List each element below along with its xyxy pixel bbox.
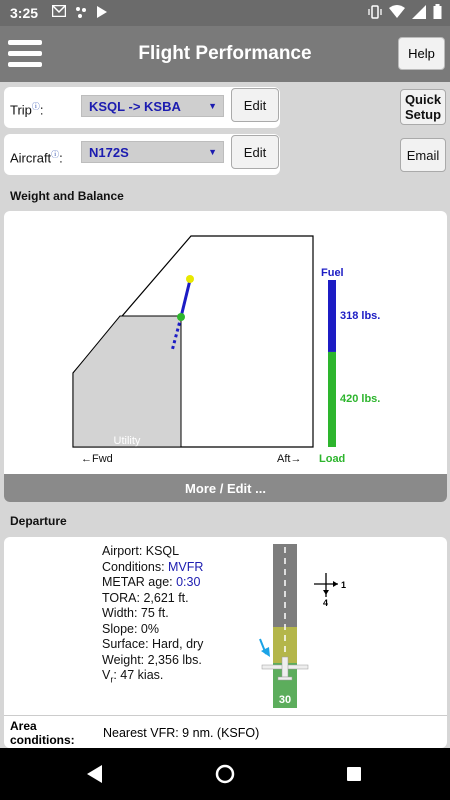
system-nav-bar (0, 748, 450, 800)
runway-number: 30 (278, 694, 292, 706)
back-icon (87, 765, 102, 783)
slope-line: Slope: 0% (102, 621, 159, 636)
home-icon (217, 766, 233, 782)
departure-card (4, 537, 447, 748)
runway-diagram (4, 537, 447, 715)
wind-components-icon (314, 573, 338, 597)
quick-setup-button[interactable]: Quick Setup (400, 89, 446, 125)
nearest-vfr: Nearest VFR: 9 nm. (KSFO) (103, 726, 260, 740)
aircraft-label: Aircraftⓘ: (10, 150, 63, 166)
width-line: Width: 75 ft. (102, 606, 169, 620)
fuel-label: Fuel (321, 267, 344, 279)
trip-label: Tripⓘ: (10, 102, 44, 118)
page-title: Flight Performance (138, 43, 312, 64)
tora-line: TORA: 2,621 ft. (102, 590, 189, 605)
cg-ramp-point (186, 275, 194, 283)
app-bar (0, 26, 450, 82)
weight-balance-chart (4, 211, 447, 474)
fwd-label: ←Fwd (81, 453, 113, 465)
signal-icon (412, 5, 426, 19)
load-value: 420 lbs. (340, 393, 381, 405)
recents-icon (347, 767, 361, 781)
email-button[interactable]: Email (400, 138, 446, 172)
vr-line: $V_r$: 47 kias. (102, 668, 164, 685)
status-time: 3:25 (10, 5, 39, 21)
aft-label: Aft→ (277, 453, 302, 465)
weight-line: Weight: 2,356 lbs. (102, 652, 202, 667)
wind-arrow-icon (260, 639, 270, 657)
play-store-icon (96, 5, 108, 19)
status-bar (0, 0, 450, 26)
trip-row (4, 87, 280, 128)
wifi-icon (389, 5, 405, 19)
airport-line: Airport: KSQL (102, 544, 180, 558)
weight-balance-card (4, 211, 447, 502)
utility-label: Utility (113, 435, 141, 447)
aircraft-edit-button[interactable]: Edit (231, 135, 279, 169)
load-bar (328, 352, 336, 447)
help-button[interactable]: Help (398, 37, 445, 70)
conditions-value: MVFR (168, 559, 204, 574)
fuel-value: 318 lbs. (340, 310, 381, 322)
aircraft-dropdown[interactable]: N172S ▼ (81, 141, 224, 163)
metar-line: METAR age: 0:30 (102, 575, 201, 589)
trip-edit-button[interactable]: Edit (231, 88, 279, 122)
area-conditions-label: Area conditions: (10, 719, 75, 747)
weight-balance-title: Weight and Balance (10, 189, 124, 203)
fuel-bar (328, 280, 336, 352)
surface-line: Surface: Hard, dry (102, 637, 204, 651)
battery-icon (433, 4, 442, 19)
vibrate-icon (368, 5, 382, 19)
aircraft-row (4, 134, 280, 175)
load-label: Load (319, 453, 346, 465)
crosswind-value: 1 (341, 580, 347, 590)
cg-fuel-line (181, 280, 190, 317)
cg-takeoff-point (177, 313, 185, 321)
info-icon[interactable]: ⓘ (31, 102, 40, 111)
dots-icon (74, 5, 88, 19)
metar-value: 0:30 (176, 575, 201, 589)
more-edit-button[interactable]: More / Edit ... (4, 474, 447, 502)
departure-title: Departure (10, 514, 67, 528)
utility-envelope (73, 316, 181, 447)
headwind-value: 4 (323, 598, 329, 608)
conditions-line: Conditions: MVFR (102, 559, 204, 574)
gmail-icon (52, 5, 66, 17)
area-conditions-row (4, 715, 447, 748)
info-icon[interactable]: ⓘ (51, 150, 60, 159)
trip-dropdown[interactable]: KSQL -> KSBA ▼ (81, 95, 224, 117)
dropdown-caret-icon: ▼ (208, 101, 217, 111)
dropdown-caret-icon: ▼ (208, 147, 217, 157)
